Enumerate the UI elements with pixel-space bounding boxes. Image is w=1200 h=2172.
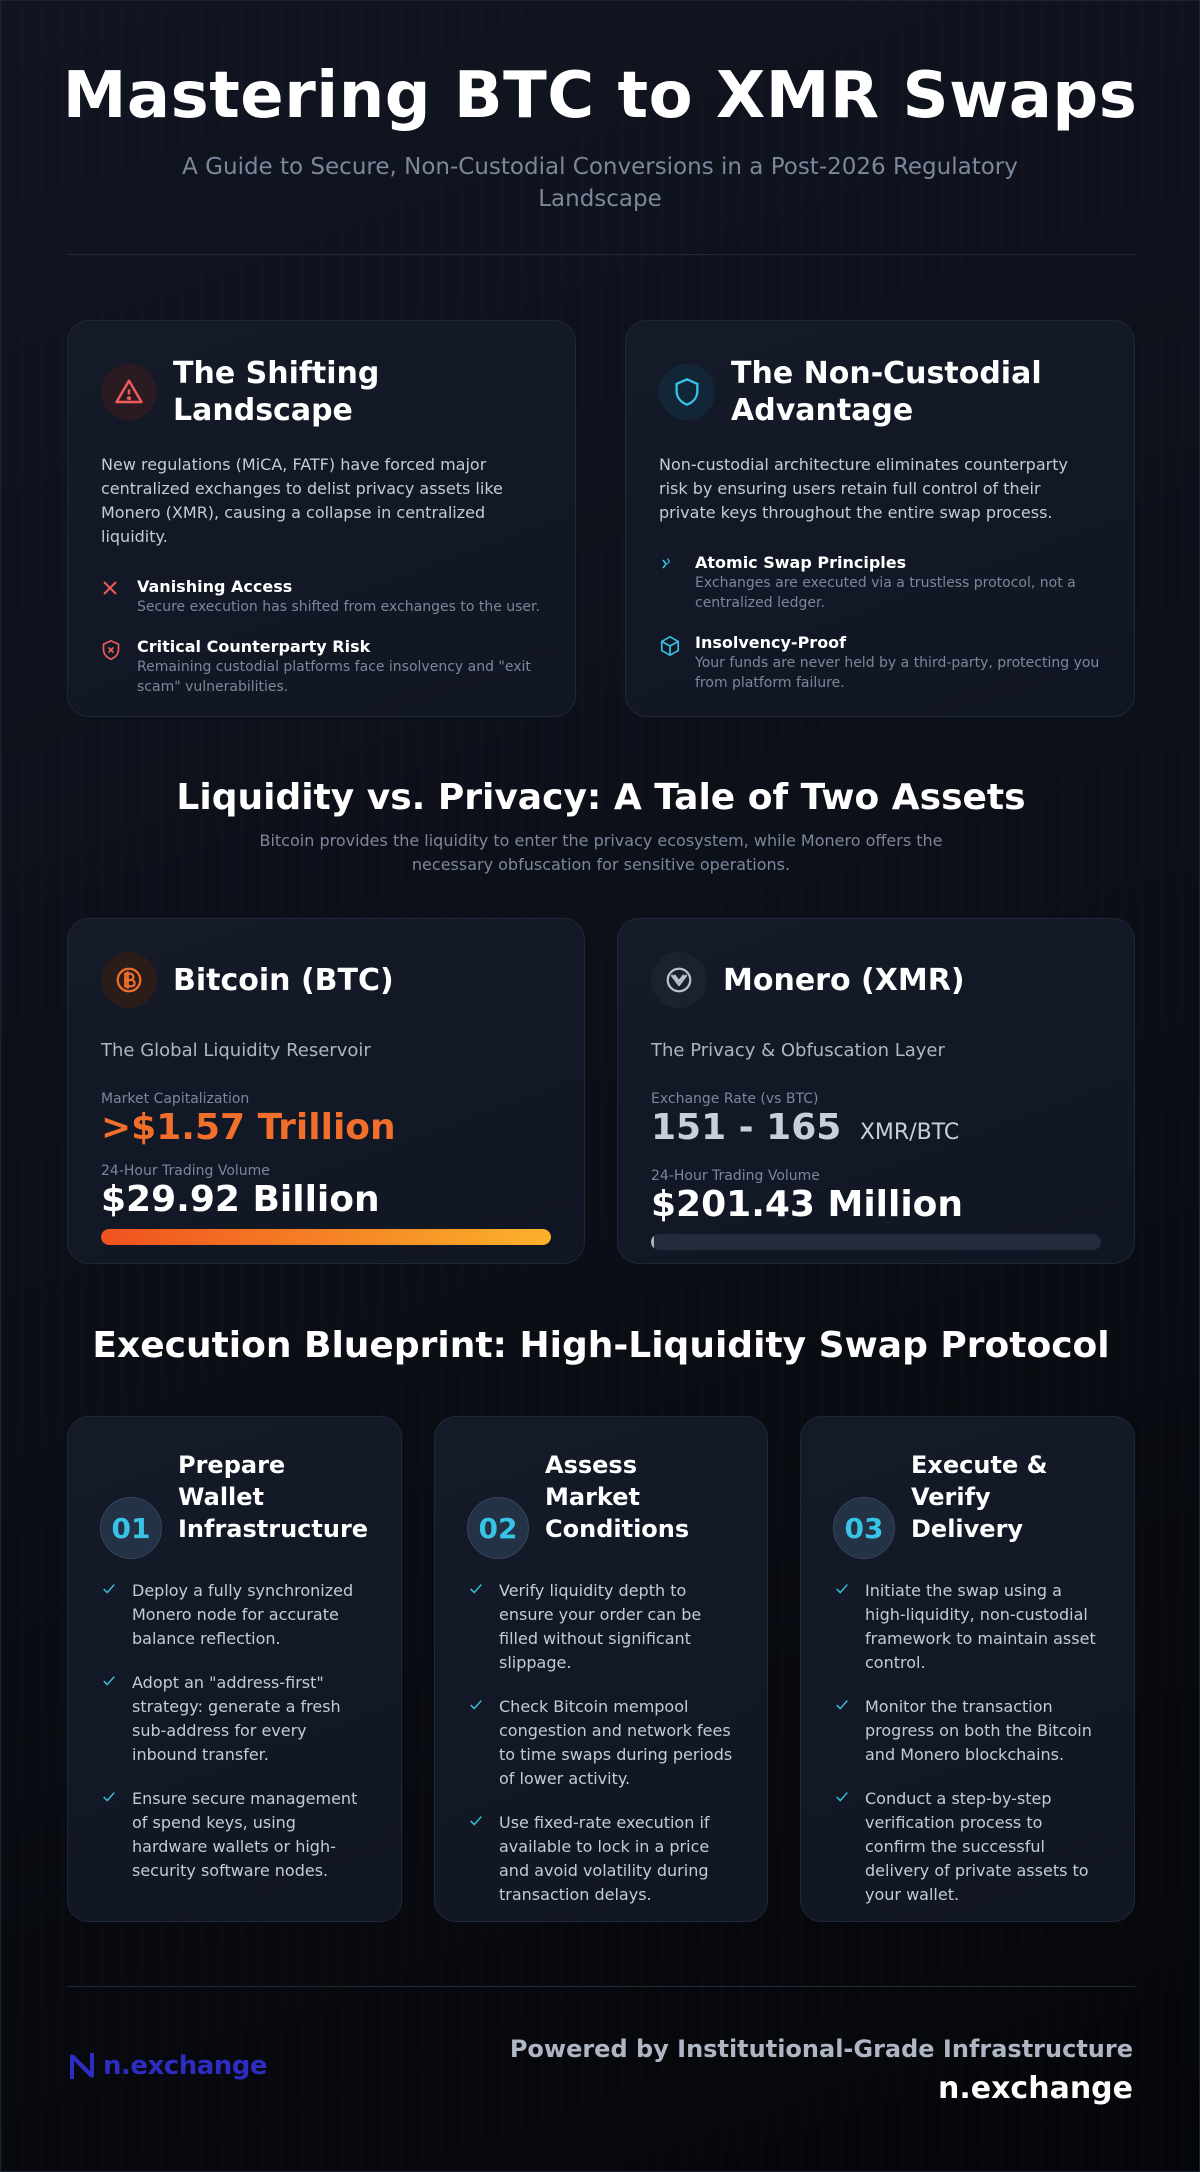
btc-volume-label: 24-Hour Trading Volume bbox=[101, 1163, 270, 1179]
advantage-item-desc: Your funds are never held by a third-party, protecting you from platform failure. bbox=[695, 655, 1100, 691]
check-icon bbox=[467, 1579, 485, 1597]
xmr-rate-label: Exchange Rate (vs BTC) bbox=[651, 1091, 819, 1107]
footer-info bbox=[510, 2035, 1133, 2106]
step-title: Prepare Wallet Infrastructure bbox=[178, 1451, 369, 1543]
landscape-item-desc: Remaining custodial platforms face insolvency and "exit scam" vulnerabilities. bbox=[137, 659, 531, 695]
divider bbox=[67, 254, 1135, 255]
landscape-item bbox=[101, 577, 542, 617]
blueprint-title: Execution Blueprint: High-Liquidity Swap Protocol bbox=[92, 1325, 1110, 1366]
divider bbox=[67, 1986, 1135, 1987]
n-logo-icon bbox=[67, 2051, 97, 2081]
footer-tagline: Powered by Institutional-Grade Infrastructure bbox=[509, 2035, 1133, 2063]
step-item-text: Ensure secure management of spend keys, using hardware wallets or high-security software nodes. bbox=[132, 1789, 358, 1880]
landscape-card bbox=[67, 320, 576, 717]
landscape-item-title: Vanishing Access bbox=[137, 577, 293, 596]
landscape-item-title: Critical Counterparty Risk bbox=[137, 637, 371, 656]
shield-x-icon bbox=[101, 637, 123, 697]
step-item-text: Conduct a step-by-step verification process to confirm the successful delivery of private assets to your wallet. bbox=[865, 1789, 1089, 1904]
advantage-card bbox=[625, 320, 1135, 717]
xmr-tagline: The Privacy & Obfuscation Layer bbox=[651, 1040, 945, 1061]
btc-volume-bar bbox=[101, 1229, 551, 1245]
btc-volume-bar-fill bbox=[101, 1229, 551, 1245]
step-item bbox=[833, 1787, 1102, 1907]
step-number: 03 bbox=[833, 1497, 895, 1559]
landscape-body: New regulations (MiCA, FATF) have forced major centralized exchanges to delist privacy assets like Monero (XMR), causing a collapse in centralized liquidity. bbox=[101, 455, 503, 546]
step-card bbox=[67, 1416, 402, 1922]
page-title: Mastering BTC to XMR Swaps bbox=[62, 59, 1138, 133]
page-subtitle: A Guide to Secure, Non-Custodial Conversions in a Post-2026 Regulatory Landscape bbox=[182, 154, 1018, 212]
btc-market-cap-value: >$1.57 Trillion bbox=[101, 1107, 396, 1148]
n-exchange-logo[interactable] bbox=[67, 2051, 267, 2081]
btc-tagline: The Global Liquidity Reservoir bbox=[101, 1040, 371, 1061]
liquidity-subtitle: Bitcoin provides the liquidity to enter the privacy ecosystem, while Monero offers the necessary obfuscation for sensitive operations. bbox=[259, 831, 943, 874]
advantage-item-title: Atomic Swap Principles bbox=[695, 553, 907, 572]
check-icon bbox=[467, 1811, 485, 1829]
xmr-rate bbox=[651, 1107, 1101, 1154]
check-icon bbox=[833, 1579, 851, 1597]
step-number: 01 bbox=[100, 1497, 162, 1559]
step-item-text: Use fixed-rate execution if available to lock in a price and avoid volatility during transaction delays. bbox=[499, 1813, 710, 1904]
monero-icon bbox=[651, 952, 707, 1008]
xmr-rate-value: 151 - 165 bbox=[651, 1107, 842, 1148]
step-item bbox=[833, 1695, 1102, 1767]
btc-card bbox=[67, 918, 585, 1264]
step-item-text: Check Bitcoin mempool congestion and network fees to time swaps during periods of lower activity. bbox=[499, 1697, 733, 1788]
step-item bbox=[467, 1811, 735, 1907]
step-item-text: Monitor the transaction progress on both the Bitcoin and Monero blockchains. bbox=[865, 1697, 1092, 1764]
check-icon bbox=[100, 1787, 118, 1805]
step-item bbox=[833, 1579, 1102, 1675]
check-icon bbox=[833, 1787, 851, 1805]
xmr-card bbox=[617, 918, 1135, 1264]
bitcoin-icon bbox=[101, 952, 157, 1008]
landscape-item bbox=[101, 637, 542, 697]
btc-market-cap-label: Market Capitalization bbox=[101, 1091, 250, 1107]
x-icon bbox=[101, 577, 123, 617]
step-item-text: Verify liquidity depth to ensure your order can be filled without significant slippage. bbox=[499, 1581, 702, 1672]
header bbox=[1, 1, 1199, 215]
xmr-volume-value: $201.43 Million bbox=[651, 1184, 964, 1225]
step-title: Execute & Verify Delivery bbox=[911, 1451, 1048, 1543]
xmr-volume-label: 24-Hour Trading Volume bbox=[651, 1168, 820, 1184]
cube-icon bbox=[659, 633, 681, 693]
advantage-item-desc: Exchanges are executed via a trustless protocol, not a centralized ledger. bbox=[695, 575, 1076, 611]
advantage-body: Non-custodial architecture eliminates counterparty risk by ensuring users retain full control of their private keys throughout the entire swap process. bbox=[659, 455, 1068, 522]
swap-arrows-icon bbox=[659, 553, 681, 613]
advantage-item bbox=[659, 633, 1101, 693]
footer-brand: n.exchange bbox=[937, 2071, 1133, 2106]
xmr-rate-unit: XMR/BTC bbox=[859, 1120, 960, 1145]
liquidity-title: Liquidity vs. Privacy: A Tale of Two Assets bbox=[176, 777, 1026, 818]
step-card bbox=[800, 1416, 1135, 1922]
check-icon bbox=[833, 1695, 851, 1713]
landscape-title: The Shifting Landscape bbox=[173, 356, 380, 428]
step-item bbox=[100, 1579, 369, 1651]
step-item-text: Initiate the swap using a high-liquidity, non-custodial framework to maintain asset control. bbox=[865, 1581, 1096, 1672]
check-icon bbox=[467, 1695, 485, 1713]
check-icon bbox=[100, 1671, 118, 1689]
warning-triangle-icon bbox=[101, 364, 157, 420]
advantage-item bbox=[659, 553, 1101, 613]
step-item bbox=[100, 1671, 369, 1767]
logo-text: n.exchange bbox=[103, 2051, 268, 2081]
btc-volume-value: $29.92 Billion bbox=[101, 1179, 380, 1220]
xmr-volume-bar-fill bbox=[651, 1234, 654, 1250]
step-title: Assess Market Conditions bbox=[545, 1451, 690, 1543]
step-item bbox=[467, 1579, 735, 1675]
shield-icon bbox=[659, 364, 715, 420]
step-item-text: Deploy a fully synchronized Monero node for accurate balance reflection. bbox=[132, 1581, 354, 1648]
step-item bbox=[100, 1787, 369, 1883]
check-icon bbox=[100, 1579, 118, 1597]
xmr-name: Monero (XMR) bbox=[723, 962, 965, 998]
step-item-text: Adopt an "address-first" strategy: generate a fresh sub-address for every inbound transfer. bbox=[132, 1673, 341, 1764]
advantage-title: The Non-Custodial Advantage bbox=[731, 356, 1042, 428]
advantage-item-title: Insolvency-Proof bbox=[695, 633, 847, 652]
landscape-item-desc: Secure execution has shifted from exchanges to the user. bbox=[137, 599, 540, 615]
step-number: 02 bbox=[467, 1497, 529, 1559]
btc-name: Bitcoin (BTC) bbox=[173, 962, 394, 998]
xmr-volume-bar bbox=[651, 1234, 1101, 1250]
step-card bbox=[434, 1416, 768, 1922]
step-item bbox=[467, 1695, 735, 1791]
